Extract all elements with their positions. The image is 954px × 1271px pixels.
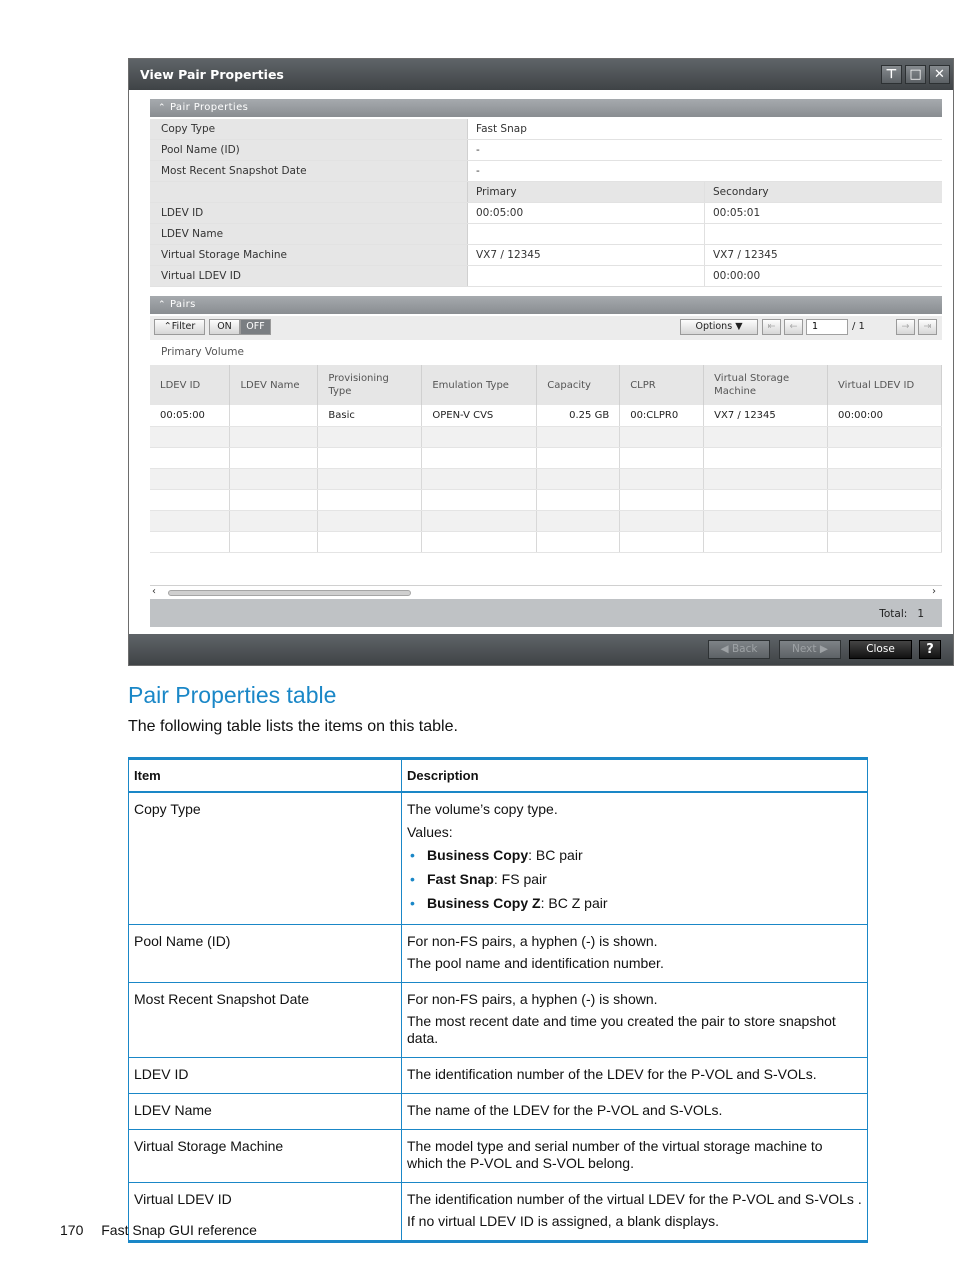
prop-row-pool-name: Pool Name (ID) - bbox=[150, 140, 942, 161]
prop-row-snapshot-date: Most Recent Snapshot Date - bbox=[150, 161, 942, 182]
description-cell: The identification number of the LDEV for the P-VOL and S-VOLs. bbox=[402, 1057, 868, 1093]
col-capacity[interactable]: Capacity bbox=[537, 365, 620, 405]
collapse-chevron-icon[interactable]: ⌃ bbox=[158, 300, 166, 310]
col-item-header: Item bbox=[129, 759, 402, 792]
dialog-body bbox=[129, 90, 953, 634]
table-row bbox=[129, 1057, 868, 1093]
item-cell: Most Recent Snapshot Date bbox=[129, 982, 402, 1057]
view-pair-properties-dialog bbox=[128, 58, 954, 666]
filter-button[interactable]: ⌃Filter bbox=[154, 319, 205, 335]
page-number-input[interactable]: 1 bbox=[806, 319, 848, 335]
pairs-table bbox=[150, 365, 942, 553]
total-label: Total: bbox=[879, 608, 908, 620]
list-item: • Fast Snap: FS pair bbox=[407, 871, 862, 888]
col-description-header: Description bbox=[402, 759, 868, 792]
col-provisioning-type[interactable]: Provisioning Type bbox=[318, 365, 422, 405]
pairs-section-header[interactable]: ⌃ Pairs bbox=[150, 296, 942, 314]
col-ldev-name[interactable]: LDEV Name bbox=[230, 365, 318, 405]
prop-row-copy-type: Copy Type Fast Snap bbox=[150, 119, 942, 140]
scroll-right-icon[interactable]: › bbox=[932, 586, 936, 597]
col-virtual-ldev-id[interactable]: Virtual LDEV ID bbox=[828, 365, 942, 405]
last-page-icon[interactable]: ⇥ bbox=[918, 319, 937, 335]
pair-properties-section-header[interactable]: ⌃ Pair Properties bbox=[150, 99, 942, 117]
col-emulation-type[interactable]: Emulation Type bbox=[422, 365, 537, 405]
maximize-icon[interactable]: □ bbox=[905, 65, 926, 84]
description-cell: The volume’s copy type. Values: • Business Copy: BC pair • Fast Snap: FS pair • Business Copy Z: BC Z pair bbox=[402, 792, 868, 925]
pairs-toolbar bbox=[150, 316, 942, 340]
table-row bbox=[150, 468, 942, 489]
col-virtual-storage-machine[interactable]: Virtual Storage Machine bbox=[704, 365, 828, 405]
horizontal-scrollbar[interactable] bbox=[150, 585, 942, 599]
pair-properties-description-table bbox=[128, 757, 868, 1243]
close-window-icon[interactable]: ✕ bbox=[929, 65, 950, 84]
list-item: • Business Copy: BC pair bbox=[407, 847, 862, 864]
collapse-chevron-icon[interactable]: ⌃ bbox=[158, 103, 166, 113]
values-list bbox=[407, 847, 862, 912]
page-footer bbox=[60, 1222, 257, 1238]
previous-page-icon[interactable]: ← bbox=[784, 319, 803, 335]
scroll-left-icon[interactable]: ‹ bbox=[152, 586, 156, 597]
table-row bbox=[150, 489, 942, 510]
prop-row-ldev-id: LDEV ID 00:05:00 00:05:01 bbox=[150, 203, 942, 224]
col-ldev-id[interactable]: LDEV ID bbox=[150, 365, 230, 405]
pair-properties-grid bbox=[150, 119, 942, 287]
next-button[interactable]: Next ▶ bbox=[779, 640, 841, 659]
table-row bbox=[129, 1093, 868, 1129]
intro-text: The following table lists the items on this table. bbox=[128, 718, 458, 735]
next-page-icon[interactable]: → bbox=[896, 319, 915, 335]
table-row[interactable]: 00:05:00 Basic OPEN-V CVS 0.25 GB 00:CLPR0 VX7 / 12345 00:00:00 bbox=[150, 405, 942, 426]
table-row bbox=[129, 982, 868, 1057]
filter-chevron-icon: ⌃ bbox=[163, 321, 172, 332]
close-button[interactable]: Close bbox=[849, 640, 912, 659]
item-cell: LDEV Name bbox=[129, 1093, 402, 1129]
col-clpr[interactable]: CLPR bbox=[620, 365, 704, 405]
page-number: 170 bbox=[60, 1222, 84, 1238]
list-item: • Business Copy Z: BC Z pair bbox=[407, 895, 862, 912]
scroll-thumb[interactable] bbox=[168, 590, 411, 596]
options-button[interactable]: Options ▼ bbox=[680, 319, 758, 335]
pin-icon[interactable]: ⊤ bbox=[881, 65, 902, 84]
dialog-title-bar bbox=[129, 59, 953, 90]
next-arrow-icon: ▶ bbox=[819, 643, 828, 655]
primary-volume-label: Primary Volume bbox=[161, 346, 244, 358]
table-row bbox=[150, 531, 942, 552]
description-cell: The identification number of the virtual LDEV for the P-VOL and S-VOLs . If no virtual LDEV ID is assigned, a blank displays. bbox=[402, 1182, 868, 1241]
table-row bbox=[129, 792, 868, 925]
dropdown-arrow-icon: ▼ bbox=[735, 321, 743, 332]
back-arrow-icon: ◀ bbox=[720, 643, 729, 655]
section-heading: Pair Properties table bbox=[128, 682, 337, 708]
filter-on-toggle[interactable]: ON bbox=[209, 319, 240, 335]
total-bar bbox=[150, 599, 942, 627]
first-page-icon[interactable]: ⇤ bbox=[762, 319, 781, 335]
description-cell: For non-FS pairs, a hyphen (-) is shown. The most recent date and time you created the pair to store snapshot data. bbox=[402, 982, 868, 1057]
table-row bbox=[150, 447, 942, 468]
prop-row-ldev-name: LDEV Name bbox=[150, 224, 942, 245]
prop-row-virtual-storage-machine: Virtual Storage Machine VX7 / 12345 VX7 / 12345 bbox=[150, 245, 942, 266]
prop-row-virtual-ldev-id: Virtual LDEV ID 00:00:00 bbox=[150, 266, 942, 287]
table-row bbox=[129, 924, 868, 982]
dialog-title: View Pair Properties bbox=[140, 67, 284, 82]
item-cell: Virtual LDEV ID bbox=[129, 1182, 402, 1241]
table-row bbox=[150, 510, 942, 531]
item-cell: Virtual Storage Machine bbox=[129, 1129, 402, 1182]
page-total: / 1 bbox=[852, 321, 865, 332]
description-cell: For non-FS pairs, a hyphen (-) is shown. The pool name and identification number. bbox=[402, 924, 868, 982]
footer-section-title: Fast Snap GUI reference bbox=[101, 1222, 257, 1238]
back-button[interactable]: ◀ Back bbox=[708, 640, 770, 659]
description-cell: The model type and serial number of the virtual storage machine to which the P-VOL and S-VOL belong. bbox=[402, 1129, 868, 1182]
table-row bbox=[129, 1129, 868, 1182]
help-icon[interactable]: ? bbox=[919, 640, 941, 659]
table-row bbox=[150, 426, 942, 447]
item-cell: Pool Name (ID) bbox=[129, 924, 402, 982]
item-cell: Copy Type bbox=[129, 792, 402, 925]
item-cell: LDEV ID bbox=[129, 1057, 402, 1093]
filter-off-toggle[interactable]: OFF bbox=[240, 319, 271, 335]
dialog-footer bbox=[129, 634, 953, 665]
prop-row-volume-header: Primary Secondary bbox=[150, 182, 942, 203]
total-value: 1 bbox=[917, 608, 924, 620]
description-cell: The name of the LDEV for the P-VOL and S-VOLs. bbox=[402, 1093, 868, 1129]
